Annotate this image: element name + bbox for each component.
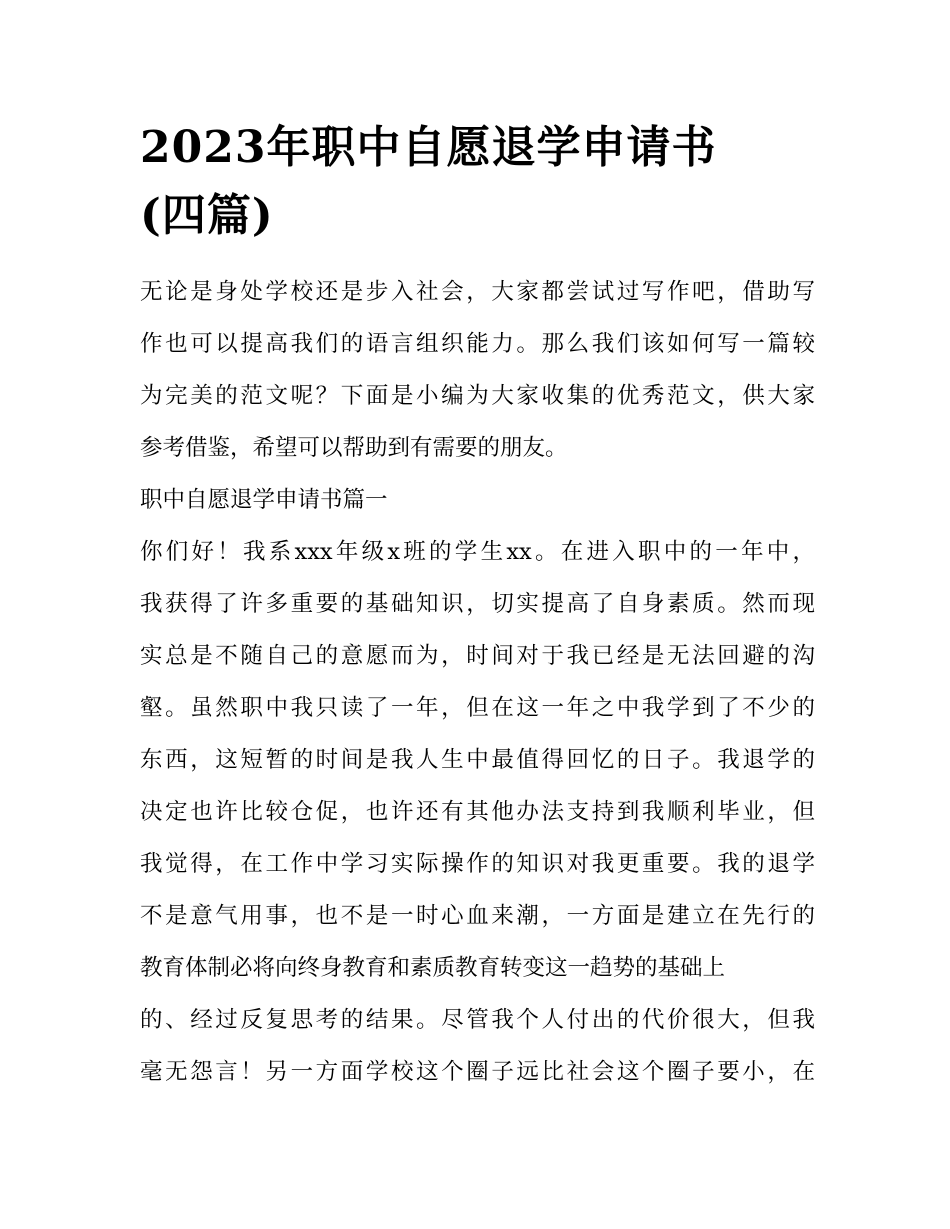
letter-line-10: 的、经过反复思考的结果。尽管我个人付出的代价很大，但我: [140, 1007, 815, 1033]
document-title: [140, 114, 815, 250]
letter-line-3: 实总是不随自己的意愿而为，时间对于我已经是无法回避的沟: [140, 643, 815, 669]
document-body: [140, 266, 815, 1098]
letter-line-4: 壑。虽然职中我只读了一年，但在这一年之中我学到了不少的: [140, 695, 815, 721]
intro-line-2: 作也可以提高我们的语言组织能力。那么我们该如何写一篇较: [140, 331, 815, 357]
letter-line-8: 不是意气用事，也不是一时心血来潮，一方面是建立在先行的: [140, 903, 815, 929]
intro-line-1: 无论是身处学校还是步入社会，大家都尝试过写作吧，借助写: [140, 279, 815, 305]
intro-line-4: 参考借鉴，希望可以帮助到有需要的朋友。: [140, 435, 568, 461]
intro-line-3: 为完美的范文呢？下面是小编为大家收集的优秀范文，供大家: [140, 383, 815, 409]
letter-line-1: 你们好！我系xxx年级x班的学生xx。在进入职中的一年中，: [140, 539, 815, 565]
letter-line-9: 教育体制必将向终身教育和素质教育转变这一趋势的基础上: [140, 955, 726, 981]
title-line-1: 2023年职中自愿退学申请书: [140, 122, 717, 173]
letter-line-2: 我获得了许多重要的基础知识，切实提高了自身素质。然而现: [140, 591, 815, 617]
letter-line-11: 毫无怨言！另一方面学校这个圈子远比社会这个圈子要小，在: [140, 1059, 815, 1085]
section-heading: 职中自愿退学申请书篇一: [140, 487, 388, 513]
letter-line-6: 决定也许比较仓促，也许还有其他办法支持到我顺利毕业，但: [140, 799, 815, 825]
letter-line-7: 我觉得，在工作中学习实际操作的知识对我更重要。我的退学: [140, 851, 815, 877]
title-line-2: (四篇): [140, 190, 274, 241]
letter-line-5: 东西，这短暂的时间是我人生中最值得回忆的日子。我退学的: [140, 747, 815, 773]
document-content: [140, 114, 815, 1098]
